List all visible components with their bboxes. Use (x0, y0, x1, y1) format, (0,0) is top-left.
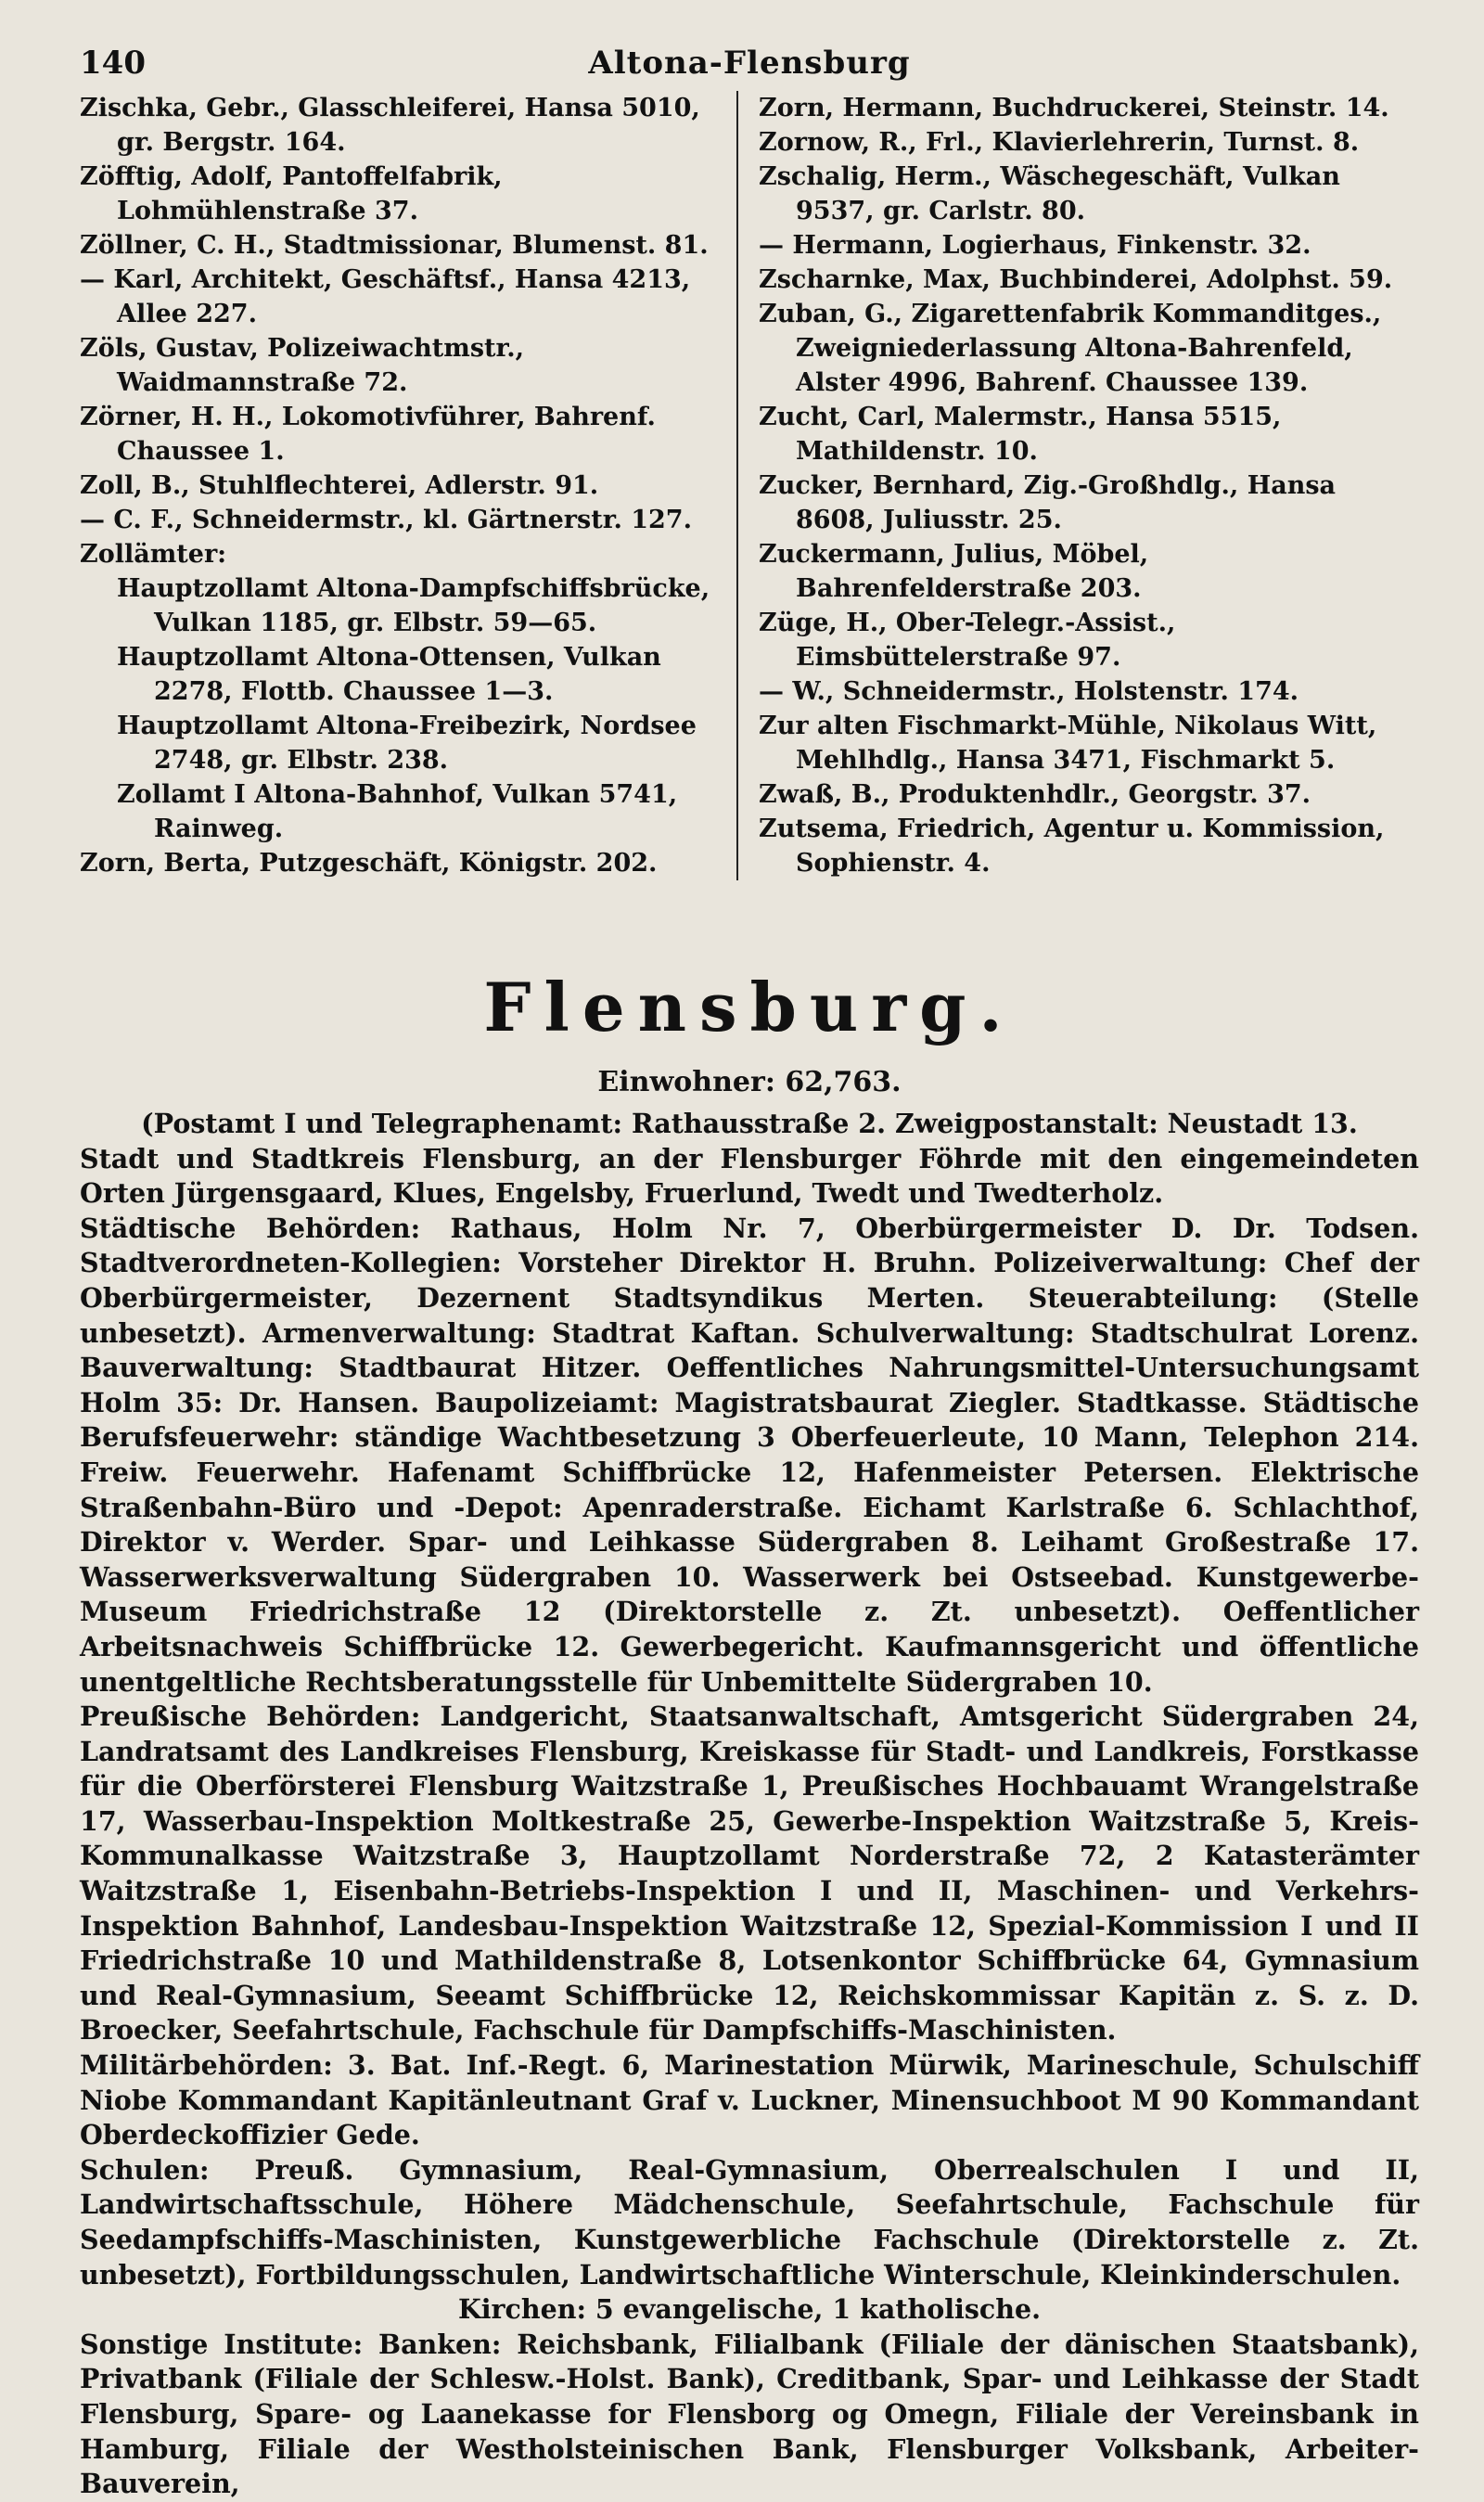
directory-entry: Zschalig, Herm., Wäschegeschäft, Vulkan 9537, gr. Carlstr. 80. (759, 162, 1340, 225)
directory-entry: — Hermann, Logierhaus, Finkenstr. 32. (759, 231, 1311, 260)
directory-entry: Zöls, Gustav, Polizeiwachtmstr., Waidmannstraße 72. (80, 334, 525, 397)
directory-entry: Zucht, Carl, Malermstr., Hansa 5515, Mathildenstr. 10. (759, 403, 1282, 466)
directory-subentry: Hauptzollamt Altona-Dampfschiffsbrücke, Vulkan 1185, gr. Elbstr. 59—65. (117, 574, 710, 637)
directory-entry: — Karl, Architekt, Geschäftsf., Hansa 4213, Allee 227. (80, 265, 691, 328)
page-number: 140 (80, 45, 146, 82)
left-column (80, 91, 738, 880)
directory-entry: Zscharnke, Max, Buchbinderei, Adolphst. 59. (759, 265, 1393, 294)
directory-entry: Zornow, R., Frl., Klavierlehrerin, Turnst. 8. (759, 128, 1360, 157)
directory-entry: Zörner, H. H., Lokomotivführer, Bahrenf. Chaussee 1. (80, 403, 656, 466)
directory-entry: — W., Schneidermstr., Holstenstr. 174. (759, 677, 1299, 706)
directory-entry: Zorn, Hermann, Buchdruckerei, Steinstr. 14. (759, 94, 1389, 122)
directory-entry: Zöfftig, Adolf, Pantoffelfabrik, Lohmühlenstraße 37. (80, 162, 503, 225)
directory-subentry: Hauptzollamt Altona-Freibezirk, Nordsee 2748, gr. Elbstr. 238. (117, 712, 697, 775)
directory-entry: Zutsema, Friedrich, Agentur u. Kommission, Sophienstr. 4. (759, 815, 1385, 878)
city-description (80, 1107, 1419, 2502)
directory-entry-heading: Zollämter: (80, 540, 227, 569)
directory-entry: Zuckermann, Julius, Möbel, Bahrenfelderstraße 203. (759, 540, 1149, 603)
directory-entry: Zöllner, C. H., Stadtmissionar, Blumenst. 81. (80, 231, 709, 260)
post-office-line: (Postamt I und Telegraphenamt: Rathausstraße 2. Zweigpostanstalt: Neustadt 13. (141, 1108, 1358, 1139)
military-authorities-paragraph: Militärbehörden: 3. Bat. Inf.-Regt. 6, Marinestation Mürwik, Marineschule, Schulschiff Niobe Kommandant Kapitänleutnant Graf v. Luckner, Minensuchboot M 90 Kommandant Oberdeckoffizier Gede. (80, 2049, 1419, 2151)
prussian-authorities-paragraph: Preußische Behörden: Landgericht, Staatsanwaltschaft, Amtsgericht Südergraben 24, Landratsamt des Landkreises Flensburg, Kreiskasse für Stadt- und Landkreis, Forstkasse für die Oberförsterei Flensburg Waitzstraße 1, Preußisches Hochbauamt Wrangelstraße 17, Wasserbau-Inspektion Moltkestraße 25, Gewerbe-Inspektion Waitzstraße 5, Kreis-Kommunalkasse Waitzstraße 3, Hauptzollamt Norderstraße 72, 2 Katasterämter Waitzstraße 1, Eisenbahn-Betriebs-Inspektion I und II, Maschinen- und Verkehrs-Inspektion Bahnhof, Landesbau-Inspektion Waitzstraße 12, Spezial-Kommission I und II Friedrichstraße 10 und Mathildenstraße 8, Lotsenkontor Schiffbrücke 64, Gymnasium und Real-Gymnasium, Seeamt Schiffbrücke 12, Reichskommissar Kapitän z. S. z. D. Broecker, Seefahrtschule, Fachschule für Dampfschiffs-Maschinisten. (80, 1700, 1419, 2047)
directory-subentry: Zollamt I Altona-Bahnhof, Vulkan 5741, Rainweg. (117, 780, 678, 843)
directory-subentry: Hauptzollamt Altona-Ottensen, Vulkan 2278, Flottb. Chaussee 1—3. (117, 643, 661, 706)
directory-entry: — C. F., Schneidermstr., kl. Gärtnerstr. 127. (80, 506, 692, 534)
churches-line: Kirchen: 5 evangelische, 1 katholische. (457, 2293, 1042, 2326)
other-institutes-paragraph: Sonstige Institute: Banken: Reichsbank, Filialbank (Filiale der dänischen Staatsbank), Privatbank (Filiale der Schlesw.-Holst. Bank), Creditbank, Spar- und Leihkasse der Stadt Flensburg, Spare- og Laanekasse for Flensborg og Omegn, Filiale der Vereinsbank in Hamburg, Filiale der Westholsteinischen Bank, Flensburger Volksbank, Arbeiter-Bauverein, (80, 2328, 1419, 2500)
city-paragraph: Stadt und Stadtkreis Flensburg, an der Flensburger Föhrde mit den eingemeindeten Orten Jürgensgaard, Klues, Engelsby, Fruerlund, Twedt und Twedterholz. (80, 1142, 1419, 1210)
right-column (738, 91, 1397, 880)
directory-entry: Zucker, Bernhard, Zig.-Großhdlg., Hansa 8608, Juliusstr. 25. (759, 471, 1337, 534)
municipal-authorities-paragraph: Städtische Behörden: Rathaus, Holm Nr. 7, Oberbürgermeister D. Dr. Todsen. Stadtverordneten-Kollegien: Vorsteher Direktor H. Bruhn. Polizeiverwaltung: Chef der Oberbürgermeister, Dezernent Stadtsyndikus Merten. Steuerabteilung: (Stelle unbesetzt). Armenverwaltung: Stadtrat Kaftan. Schulverwaltung: Stadtschulrat Lorenz. Bauverwaltung: Stadtbaurat Hitzer. Oeffentliches Nahrungsmittel-Untersuchungsamt Holm 35: Dr. Hansen. Baupolizeiamt: Magistratsbaurat Ziegler. Stadtkasse. Städtische Berufsfeuerwehr: ständige Wachtbesetzung 3 Oberfeuerleute, 10 Mann, Telephon 214. Freiw. Feuerwehr. Hafenamt Schiffbrücke 12, Hafenmeister Petersen. Elektrische Straßenbahn-Büro und -Depot: Apenraderstraße. Eichamt Karlstraße 6. Schlachthof, Direktor v. Werder. Spar- und Leihkasse Südergraben 8. Leihamt Großestraße 17. Wasserwerksverwaltung Südergraben 10. Wasserwerk bei Ostseebad. Kunstgewerbe-Museum Friedrichstraße 12 (Direktorstelle z. Zt. unbesetzt). Oeffentlicher Arbeitsnachweis Schiffbrücke 12. Gewerbegericht. Kaufmannsgericht und öffentliche unentgeltliche Rechtsberatungsstelle für Unbemittelte Südergraben 10. (80, 1212, 1419, 1698)
directory-entry: Zoll, B., Stuhlflechterei, Adlerstr. 91. (80, 471, 599, 500)
directory-entry: Zuban, G., Zigarettenfabrik Kommanditges., Zweigniederlassung Altona-Bahrenfeld, Alster 4996, Bahrenf. Chaussee 139. (759, 300, 1382, 397)
schools-paragraph: Schulen: Preuß. Gymnasium, Real-Gymnasium, Oberrealschulen I und II, Landwirtschaftsschule, Höhere Mädchenschule, Seefahrtschule, Fachschule für Seedampfschiffs-Maschinisten, Kunstgewerbliche Fachschule (Direktorstelle z. Zt. unbesetzt), Fortbildungsschulen, Landwirtschaftliche Winterschule, Kleinkinderschulen. (80, 2153, 1419, 2290)
directory-entry: Zorn, Berta, Putzgeschäft, Königstr. 202. (80, 849, 658, 878)
running-head: Altona-Flensburg (588, 45, 911, 82)
population-line: Einwohner: 62,763. (597, 1066, 902, 1098)
directory-columns (80, 91, 1419, 880)
directory-entry: Zur alten Fischmarkt-Mühle, Nikolaus Witt, Mehlhdlg., Hansa 3471, Fischmarkt 5. (759, 712, 1377, 775)
directory-entry: Zischka, Gebr., Glasschleiferei, Hansa 5010, gr. Bergstr. 164. (80, 94, 700, 157)
section-title: Flensburg. (483, 968, 1016, 1046)
page-header (80, 37, 1419, 83)
directory-entry: Züge, H., Ober-Telegr.-Assist., Eimsbüttelerstraße 97. (759, 609, 1176, 672)
directory-entry: Zwaß, B., Produktenhdlr., Georgstr. 37. (759, 780, 1311, 809)
